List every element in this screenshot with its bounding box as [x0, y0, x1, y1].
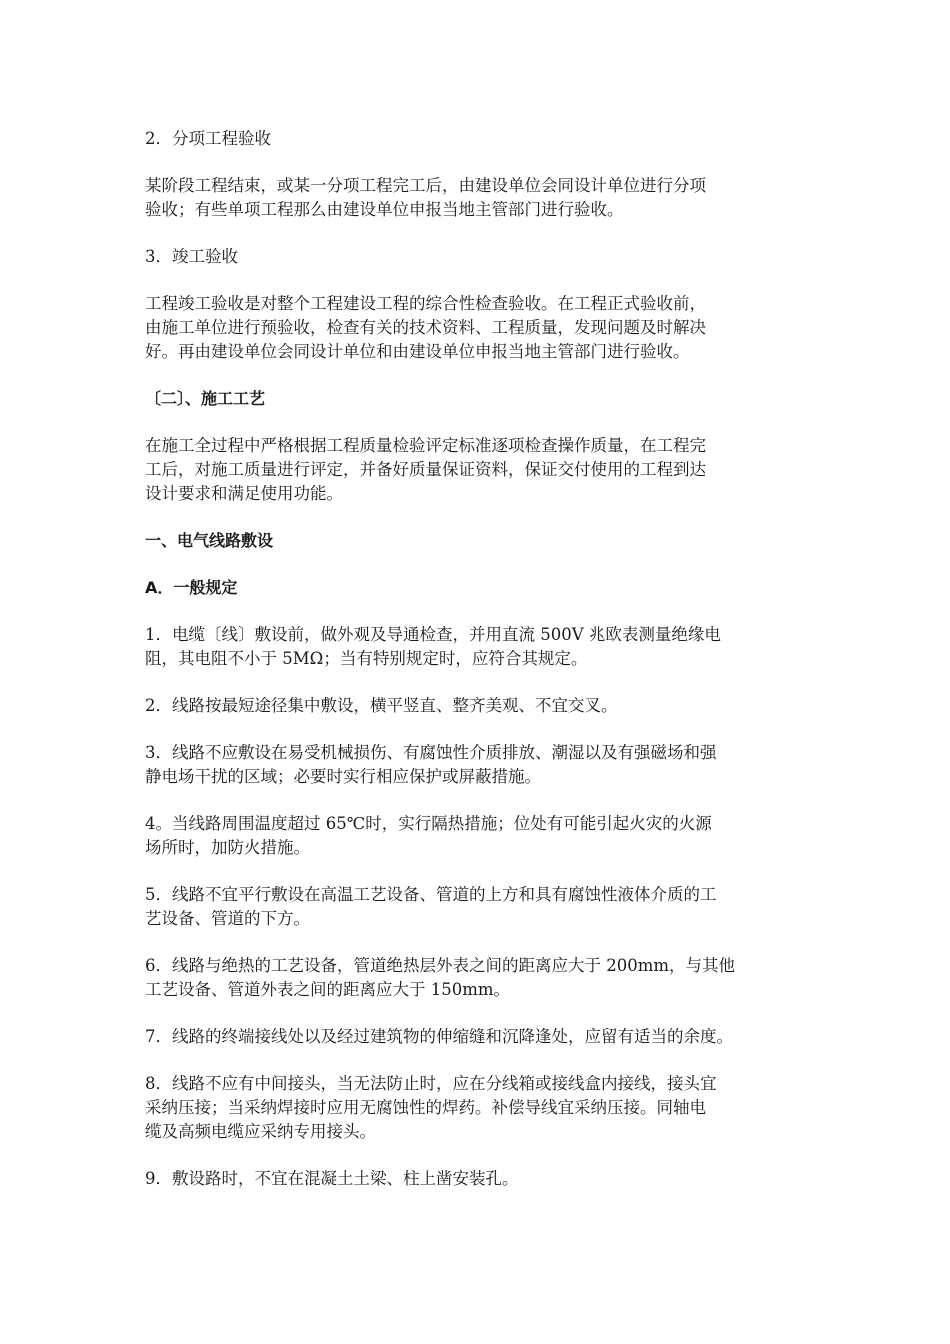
paragraph	[145, 623, 825, 671]
paragraph-line: 验收；有些单项工程那么由建设单位申报当地主管部门进行验收。	[145, 200, 624, 219]
paragraph-line: 设计要求和满足使用功能。	[145, 484, 343, 503]
section-heading: 〔二〕、施工工艺	[145, 389, 266, 408]
paragraph-line: 缆及高频电缆应采纳专用接头。	[145, 1122, 376, 1141]
paragraph-line: 工后，对施工质量进行评定，并备好质量保证资料，保证交付使用的工程到达	[145, 460, 706, 479]
paragraph-line: 5．线路不宜平行敷设在高温工艺设备、管道的上方和具有腐蚀性液体介质的工	[145, 885, 717, 904]
paragraph-line: 由施工单位进行预验收，检查有关的技术资料、工程质量，发现问题及时解决	[145, 318, 706, 337]
paragraph-line: 2．分项工程验收	[145, 129, 271, 148]
paragraph-line: 工程竣工验收是对整个工程建设工程的综合性检查验收。在工程正式验收前，	[145, 294, 706, 313]
paragraph-line: 艺设备、管道的下方。	[145, 909, 310, 928]
paragraph	[145, 694, 825, 718]
paragraph-line: 阻，其电阻不小于 5MΩ；当有特别规定时，应符合其规定。	[145, 649, 588, 668]
paragraph-line: 6．线路与绝热的工艺设备，管道绝热层外表之间的距离应大于 200mm，与其他	[145, 956, 736, 975]
paragraph-line: 某阶段工程结束，或某一分项工程完工后，由建设单位会同设计单位进行分项	[145, 176, 706, 195]
paragraph-line: 好。再由建设单位会同设计单位和由建设单位申报当地主管部门进行验收。	[145, 342, 690, 361]
paragraph-line: 工艺设备、管道外表之间的距离应大于 150mm。	[145, 980, 511, 999]
paragraph	[145, 292, 825, 364]
paragraph-line: 静电场干扰的区域；必要时实行相应保护或屏蔽措施。	[145, 767, 541, 786]
section-heading: 一、电气线路敷设	[145, 531, 274, 550]
paragraph-line: 8．线路不应有中间接头，当无法防止时，应在分线箱或接线盒内接线，接头宜	[145, 1074, 717, 1093]
paragraph	[145, 1025, 825, 1049]
paragraph-line: 在施工全过程中严格根据工程质量检验评定标准逐项检查操作质量，在工程完	[145, 436, 706, 455]
paragraph-line: 7．线路的终端接线处以及经过建筑物的伸缩缝和沉降逢处，应留有适当的余度。	[145, 1027, 733, 1046]
paragraph	[145, 127, 825, 151]
paragraph	[145, 245, 825, 269]
paragraph	[145, 883, 825, 931]
paragraph-line: 场所时，加防火措施。	[145, 838, 310, 857]
paragraph-line: 3．竣工验收	[145, 247, 238, 266]
paragraph	[145, 174, 825, 222]
paragraph-line: 1．电缆〔线〕敷设前，做外观及导通检查，并用直流 500V 兆欧表测量绝缘电	[145, 625, 721, 644]
paragraph	[145, 1072, 825, 1144]
paragraph-line: 4。当线路周围温度超过 65℃时，实行隔热措施；位处有可能引起火灾的火源	[145, 814, 712, 833]
paragraph-line: 采纳压接；当采纳焊接时应用无腐蚀性的焊药。补偿导线宜采纳压接。同轴电	[145, 1098, 706, 1117]
paragraph	[145, 812, 825, 860]
paragraph-line: 2．线路按最短途径集中敷设，横平竖直、整齐美观、不宜交叉。	[145, 696, 618, 715]
paragraph	[145, 1167, 825, 1191]
paragraph-line: 3．线路不应敷设在易受机械损伤、有腐蚀性介质排放、潮湿以及有强磁场和强	[145, 743, 717, 762]
paragraph	[145, 741, 825, 789]
document-body	[145, 127, 825, 1214]
section-heading: A．一般规定	[145, 578, 238, 597]
paragraph	[145, 434, 825, 506]
paragraph	[145, 954, 825, 1002]
paragraph-line: 9．敷设路时，不宜在混凝土土梁、柱上凿安装孔。	[145, 1169, 519, 1188]
